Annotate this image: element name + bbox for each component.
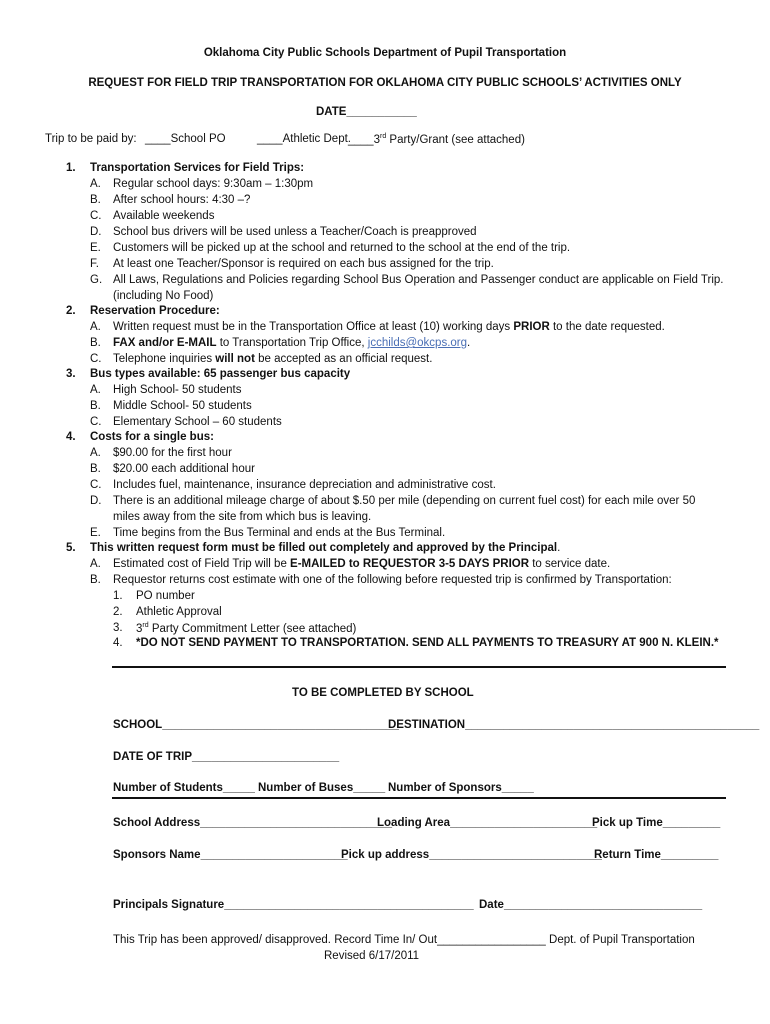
date-field[interactable]: DATE___________	[316, 106, 417, 118]
pickup-time-field[interactable]: Pick up Time_________	[592, 817, 721, 829]
s5-sub-1-num: 1.	[113, 590, 123, 602]
s5-sub-3-text: 3rd Party Commitment Letter (see attached)	[136, 622, 357, 635]
s1-b-text: After school hours: 4:30 –?	[113, 194, 251, 206]
s2-b-text: FAX and/or E-MAIL to Transportation Trip Office, jcchilds@okcps.org.	[113, 337, 471, 349]
s5-a-letter: A.	[90, 558, 101, 570]
s5-sub-1-text: PO number	[136, 590, 195, 602]
section-4-number: 4.	[66, 431, 76, 443]
s4-c-letter: C.	[90, 479, 102, 491]
num-buses-field[interactable]: Number of Buses_____	[258, 782, 386, 794]
s4-d-cont: miles away from the site from which bus is leaving.	[113, 511, 372, 523]
section-3-number: 3.	[66, 368, 76, 380]
section-divider	[112, 666, 726, 668]
s5-sub-2-num: 2.	[113, 606, 123, 618]
principal-signature-field[interactable]: Principals Signature_______________________________________	[113, 899, 474, 911]
section-2-number: 2.	[66, 305, 76, 317]
s2-c-letter: C.	[90, 353, 102, 365]
paid-by-school-po[interactable]: ____School PO	[145, 133, 226, 145]
s1-a-text: Regular school days: 9:30am – 1:30pm	[113, 178, 314, 190]
s1-b-letter: B.	[90, 194, 101, 206]
s2-c-text: Telephone inquiries will not be accepted as an official request.	[113, 353, 433, 365]
section-1-title: Transportation Services for Field Trips:	[90, 162, 305, 174]
s1-g-letter: G.	[90, 274, 103, 286]
loading-area-field[interactable]: Loading Area_______________________	[377, 817, 598, 829]
school-address-field[interactable]: School Address______________________________	[113, 817, 392, 829]
section-5-number: 5.	[66, 542, 76, 554]
section-5-title: This written request form must be filled out completely and approved by the Principal.	[90, 542, 561, 554]
s1-c-letter: C.	[90, 210, 102, 222]
org-title: Oklahoma City Public Schools Department of Pupil Transportation	[203, 47, 567, 59]
s2-a-letter: A.	[90, 321, 101, 333]
email-link[interactable]: jcchilds@okcps.org	[367, 337, 468, 349]
s1-e-letter: E.	[90, 242, 101, 254]
s5-sub-4-num: 4.	[113, 637, 123, 649]
s4-e-letter: E.	[90, 527, 101, 539]
school-field[interactable]: SCHOOL_____________________________________	[113, 719, 399, 731]
s3-c-text: Elementary School – 60 students	[113, 416, 282, 428]
s4-a-text: $90.00 for the first hour	[113, 447, 232, 459]
s4-e-text: Time begins from the Bus Terminal and ends at the Bus Terminal.	[113, 527, 446, 539]
s5-sub-3-num: 3.	[113, 622, 123, 634]
s1-f-text: At least one Teacher/Sponsor is required on each bus assigned for the trip.	[113, 258, 494, 270]
row-divider-1	[112, 797, 726, 799]
s2-a-text: Written request must be in the Transportation Office at least (10) working days PRIOR to the date requested.	[113, 321, 665, 333]
destination-field[interactable]: DESTINATION______________________________________________	[388, 719, 760, 731]
section-1-number: 1.	[66, 162, 76, 174]
s1-f-letter: F.	[90, 258, 99, 270]
s3-a-text: High School- 50 students	[113, 384, 242, 396]
section-3-title: Bus types available: 65 passenger bus capacity	[90, 368, 351, 380]
return-time-field[interactable]: Return Time_________	[594, 849, 719, 861]
school-section-heading: TO BE COMPLETED BY SCHOOL	[292, 687, 474, 699]
s4-c-text: Includes fuel, maintenance, insurance depreciation and administrative cost.	[113, 479, 496, 491]
s1-e-text: Customers will be picked up at the school and returned to the school at the end of the trip.	[113, 242, 571, 254]
revised-date: Revised 6/17/2011	[324, 950, 420, 962]
s1-c-text: Available weekends	[113, 210, 215, 222]
s5-b-text: Requestor returns cost estimate with one of the following before requested trip is confirmed by Transportation:	[113, 574, 672, 586]
s1-g-cont: (including No Food)	[113, 290, 214, 302]
s3-b-text: Middle School- 50 students	[113, 400, 252, 412]
s4-d-text: There is an additional mileage charge of about $.50 per mile (depending on current fuel cost) for each mile over 50	[113, 495, 696, 507]
sponsors-name-field[interactable]: Sponsors Name_______________________	[113, 849, 348, 861]
s4-b-text: $20.00 each additional hour	[113, 463, 255, 475]
pickup-address-field[interactable]: Pick up address___________________________	[341, 849, 602, 861]
paid-by-athletic[interactable]: ____Athletic Dept.	[257, 133, 351, 145]
s5-sub-4-text: *DO NOT SEND PAYMENT TO TRANSPORTATION. SEND ALL PAYMENTS TO TREASURY AT 900 N. KLEIN.*	[136, 637, 719, 649]
form-title: REQUEST FOR FIELD TRIP TRANSPORTATION FOR OKLAHOMA CITY PUBLIC SCHOOLS’ ACTIVITIES ONLY	[88, 77, 682, 89]
approval-statement: This Trip has been approved/ disapproved. Record Time In/ Out_________________ Dept. of Pupil Transportation	[113, 934, 695, 946]
num-students-field[interactable]: Number of Students_____	[113, 782, 255, 794]
paid-by-label: Trip to be paid by:	[45, 133, 137, 145]
paid-by-third-party[interactable]: ____3rd Party/Grant (see attached)	[348, 133, 525, 146]
s3-c-letter: C.	[90, 416, 102, 428]
s3-b-letter: B.	[90, 400, 101, 412]
s1-g-text: All Laws, Regulations and Policies regarding School Bus Operation and Passenger conduct are applicable on Field Trip.	[113, 274, 724, 286]
s5-sub-2-text: Athletic Approval	[136, 606, 222, 618]
s5-a-text: Estimated cost of Field Trip will be E-MAILED to REQUESTOR 3-5 DAYS PRIOR to service date.	[113, 558, 611, 570]
s1-a-letter: A.	[90, 178, 101, 190]
section-2-title: Reservation Procedure:	[90, 305, 220, 317]
s5-b-letter: B.	[90, 574, 101, 586]
s4-a-letter: A.	[90, 447, 101, 459]
section-4-title: Costs for a single bus:	[90, 431, 214, 443]
s4-d-letter: D.	[90, 495, 102, 507]
num-sponsors-field[interactable]: Number of Sponsors_____	[388, 782, 534, 794]
s3-a-letter: A.	[90, 384, 101, 396]
date-of-trip-field[interactable]: DATE OF TRIP_______________________	[113, 751, 340, 763]
principal-date-field[interactable]: Date_______________________________	[479, 899, 703, 911]
s2-b-letter: B.	[90, 337, 101, 349]
s4-b-letter: B.	[90, 463, 101, 475]
s1-d-text: School bus drivers will be used unless a Teacher/Coach is preapproved	[113, 226, 477, 238]
s1-d-letter: D.	[90, 226, 102, 238]
